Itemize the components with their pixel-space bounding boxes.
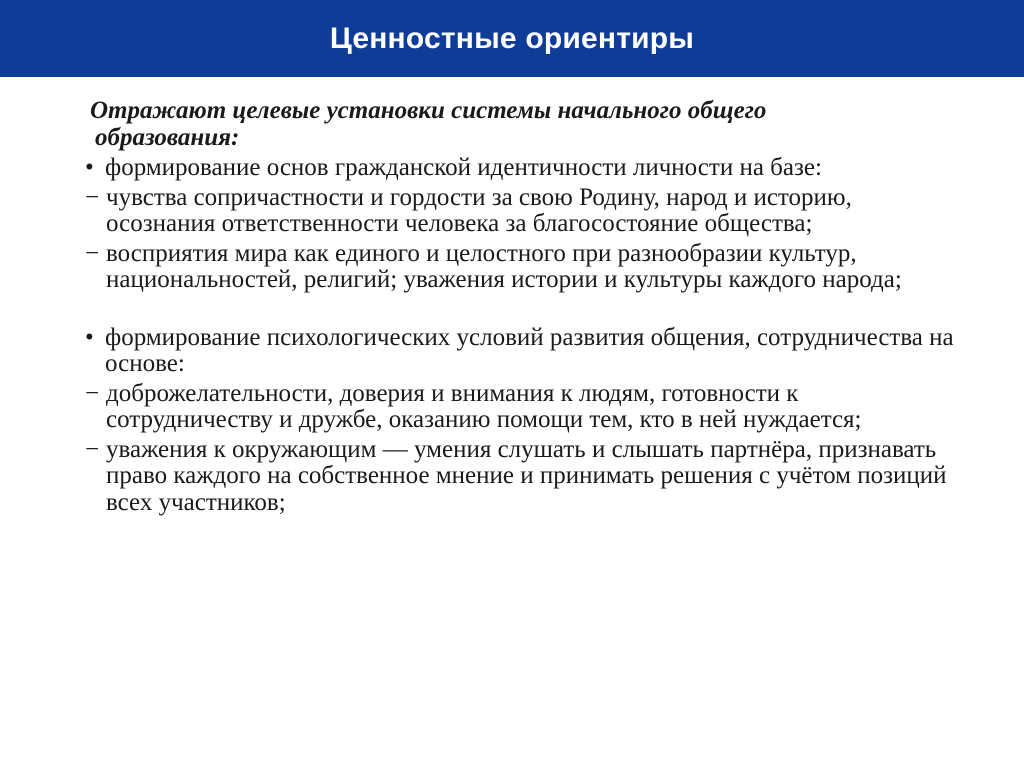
section-2-item-2-text: уважения к окружающим — умения слушать и слышать партнёра, признавать право каждого на собственное мнение и принимать решения с учётом позиций всех участников; — [106, 435, 947, 516]
bullet-marker: • — [85, 323, 94, 351]
dash-marker: − — [85, 435, 100, 463]
section-1-item-1 — [85, 185, 955, 238]
section-1-item-2-text: восприятия мира как единого и целостного при разнообразии культур, национальностей, религий; уважения истории и культуры каждого народа; — [106, 239, 902, 293]
section-1-item-1-text: чувства сопричастности и гордости за свою Родину, народ и историю, осознания ответственности человека за благосостояние общества; — [106, 183, 852, 237]
dash-marker: − — [85, 379, 100, 407]
section-2-heading — [85, 325, 955, 378]
section-2-heading-text: формирование психологических условий развития общения, сотрудничества на основе: — [105, 323, 954, 377]
section-2-item-2 — [85, 437, 955, 517]
bullet-marker: • — [85, 154, 94, 181]
slide-title: Ценностные ориентиры — [329, 21, 695, 55]
section-1-heading — [85, 155, 955, 182]
intro-line-1: Отражают целевые установки системы начального общего — [90, 97, 767, 124]
slide-content — [85, 98, 955, 519]
section-spacer — [85, 297, 955, 325]
section-2-item-1 — [85, 381, 955, 434]
section-1-item-2 — [85, 241, 955, 294]
dash-marker: − — [85, 183, 100, 211]
section-1-heading-text: формирование основ гражданской идентичности личности на базе: — [105, 154, 822, 181]
title-bar — [0, 0, 1024, 77]
dash-marker: − — [85, 239, 100, 267]
section-2-item-1-text: доброжелательности, доверия и внимания к людям, готовности к сотрудничеству и дружбе, оказанию помощи тем, кто в ней нуждается; — [106, 379, 862, 433]
intro-line-2: образования: — [95, 123, 240, 151]
intro-text — [85, 98, 955, 151]
